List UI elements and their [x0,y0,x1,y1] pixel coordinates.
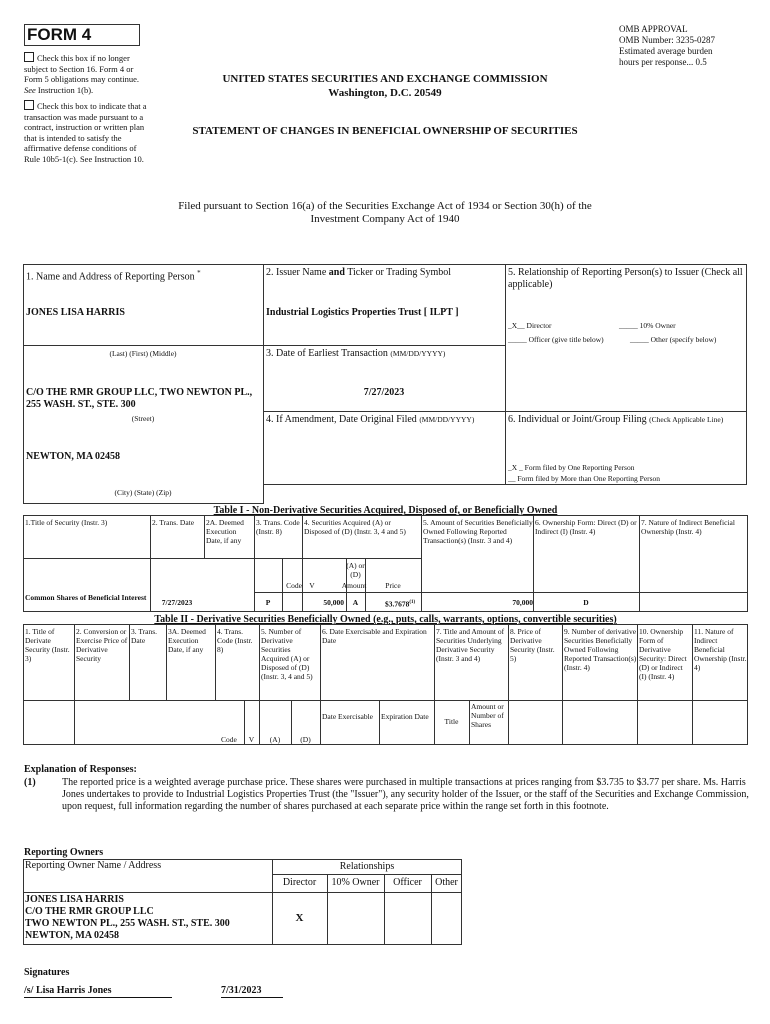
checkbox-not-subject: Check this box if no longer subject to Section 16. Form 4 or Form 5 obligations may continue. See Instruction 1(b). [24,53,139,95]
box1-label: 1. Name and Address of Reporting Person * [26,269,201,283]
owners-col-name: Reporting Owner Name / Address [25,860,162,871]
t2-col-nature: 11. Nature of Indirect Beneficial Ownership (Instr. 4) [694,627,747,672]
city-hint: (City) (State) (Zip) [114,488,172,497]
t2-sub-expiration: Expiration Date [381,712,429,721]
reporting-person-box [23,264,264,504]
reporting-person-address: C/O THE RMR GROUP LLC, TWO NEWTON PL., 255 WASH. ST., STE. 300 [26,387,253,410]
form-title: FORM 4 [24,24,140,46]
t1-row-code: P [265,598,271,607]
director-option[interactable]: _X__ Director [508,321,552,330]
signatures-heading: Signatures [24,967,70,978]
rule-10b5-1-checkbox[interactable] [24,100,34,110]
t2-sub-date-exercisable: Date Exercisable [322,712,374,721]
t1-col-deemed: 2A. Deemed Execution Date, if any [206,518,244,545]
t2-sub-a: (A) [269,735,281,744]
t1-row-amount: 50,000 [323,598,344,607]
t1-col-title: 1.Title of Security (Instr. 3) [25,518,108,527]
reporting-person-city: NEWTON, MA 02458 [26,451,120,462]
issuer-name: Industrial Logistics Properties Trust [ ILPT ] [266,307,459,318]
omb-approval: OMB APPROVAL OMB Number: 3235-0287 Estimated average burden hours per response... 0.5 [619,24,715,67]
owners-col-other: Other [435,877,458,888]
t2-col-owned: 9. Number of derivative Securities Beneficially Owned Following Reported Transaction(s) (Instr. 4) [564,627,637,672]
statement-title: STATEMENT OF CHANGES IN BENEFICIAL OWNERSHIP OF SECURITIES [192,125,578,137]
t1-row-aord: A [352,598,359,607]
table2-title: Table II - Derivative Securities Beneficially Owned (e.g., puts, calls, warrants, options, convertible securities) [154,614,617,625]
t1-col-code: 3. Trans. Code (Instr. 8) [256,518,300,536]
owners-heading: Reporting Owners [24,847,104,858]
t2-sub-code: Code [221,735,237,744]
not-subject-checkbox[interactable] [24,52,34,62]
t1-sub-v: V [309,581,315,590]
t2-col-number: 5. Number of Derivative Securities Acquired (A) or Disposed of (D) (Instr. 3, 4 and 5) [261,627,313,681]
owner-address: JONES LISA HARRIS C/O THE RMR GROUP LLC TWO NEWTON PL., 255 WASH. ST., STE. 300 NEWTON, MA 02458 [25,894,230,941]
name-hint: (Last) (First) (Middle) [109,349,177,358]
t1-row-security: Common Shares of Beneficial Interest [25,593,147,602]
t1-col-date: 2. Trans. Date [152,518,195,527]
t2-sub-d: (D) [300,735,311,744]
reporting-person-name: JONES LISA HARRIS [26,307,125,318]
t1-row-price: $3.7678$^{(1)}$ [385,599,416,609]
t1-col-owned: 5. Amount of Securities Beneficially Owned Following Reported Transaction(s) (Instr. 3 and 4) [423,518,533,545]
t1-sub-aord: (A) or (D) [346,561,365,579]
box3-label: 3. Date of Earliest Transaction (MM/DD/YYYY) [266,348,446,359]
box5-label: 5. Relationship of Reporting Person(s) to Issuer (Check all applicable) [508,267,743,290]
t2-sub-v: V [248,735,255,744]
t1-sub-amount: Amount [341,581,367,590]
t2-sub-title: Title [444,717,459,726]
t1-col-nature: 7. Nature of Indirect Beneficial Ownership (Instr. 4) [641,518,735,536]
agency-city: Washington, D.C. 20549 [328,87,442,99]
t1-sub-price: Price [385,581,401,590]
t2-col-code: 4. Trans. Code (Instr. 8) [217,627,253,654]
box6-label: 6. Individual or Joint/Group Filing (Check Applicable Line) [508,414,724,425]
t2-col-form: 10. Ownership Form of Derivative Security: Direct (D) or Indirect (I) (Instr. 4) [639,627,687,681]
t2-col-deemed: 3A. Deemed Execution Date, if any [168,627,206,654]
t2-col-exercisable: 6. Date Exercisable and Expiration Date [322,627,427,645]
t1-col-form: 6. Ownership Form: Direct (D) or Indirect (I) (Instr. 4) [535,518,637,536]
t1-row-form: D [583,598,589,607]
earliest-transaction-date: 7/27/2023 [363,387,405,398]
street-hint: (Street) [131,414,155,423]
box2-label: 2. Issuer Name and Ticker or Trading Symbol [266,267,452,278]
owners-col-10pct: 10% Owner [331,877,380,888]
single-filer-option[interactable]: _X _ Form filed by One Reporting Person [508,463,635,472]
t2-col-date: 3. Trans. Date [131,627,158,645]
owners-col-relationships: Relationships [339,861,395,872]
box4-label: 4. If Amendment, Date Original Filed (MM/DD/YYYY) [266,414,475,425]
owners-col-officer: Officer [393,877,422,888]
agency-name: UNITED STATES SECURITIES AND EXCHANGE COMMISSION [222,73,548,85]
officer-option[interactable]: _____ Officer (give title below) [508,335,604,344]
group-filer-option[interactable]: __ Form filed by More than One Reporting Person [508,474,661,483]
footnote-marker: (1) [24,777,36,788]
footnote-text: The reported price is a weighted average purchase price. These shares were purchased in multiple transactions at prices ranging from $3.735 to $3.77 per share. Ms. Harris Jones undertakes to provide to Industrial Logistics Properties Trust (the "Issuer"), any security holder of the Issuer, or the staff of the Securities and Exchange Commission, upon request, full information regarding the number of shares purchased at each separate price within the range set forth in this footnote. [62,777,749,812]
t2-col-underlying: 7. Title and Amount of Securities Underlying Derivative Security (Instr. 3 and 4) [436,627,505,663]
explanation-heading: Explanation of Responses: [24,764,137,775]
t1-col-acquired: 4. Securities Acquired (A) or Disposed of (D) (Instr. 3, 4 and 5) [304,518,406,536]
t1-sub-code: Code [286,581,302,590]
owner-director-mark: X [295,912,304,924]
t1-row-owned: 70,000 [512,598,533,607]
signature-date: 7/31/2023 [221,985,283,998]
t2-col-title: 1. Title of Derivate Security (Instr. 3) [25,627,70,663]
ten-percent-owner-option[interactable]: _____ 10% Owner [619,321,676,330]
owners-col-director: Director [282,877,317,888]
t2-sub-amount: Amount or Number of Shares [471,702,504,729]
checkbox-10b5-1: Check this box to indicate that a transaction was made pursuant to a contract, instruction or written plan that is intended to satisfy the affirmative defense conditions of Rule 10b5-1(c). See Instruction 10. [24,101,147,164]
t2-col-price: 8. Price of Derivative Security (Instr. 5) [510,627,555,663]
t1-row-date: 7/27/2023 [161,598,193,607]
t2-col-conversion: 2. Conversion or Exercise Price of Derivative Security [76,627,128,663]
table1-title: Table I - Non-Derivative Securities Acquired, Disposed of, or Beneficially Owned [213,505,558,516]
other-option[interactable]: _____ Other (specify below) [630,335,717,344]
filed-pursuant: Filed pursuant to Section 16(a) of the Securities Exchange Act of 1934 or Section 30(h) of the Investment Company Act of 1940 [178,200,592,225]
signature-name: /s/ Lisa Harris Jones [24,985,172,998]
